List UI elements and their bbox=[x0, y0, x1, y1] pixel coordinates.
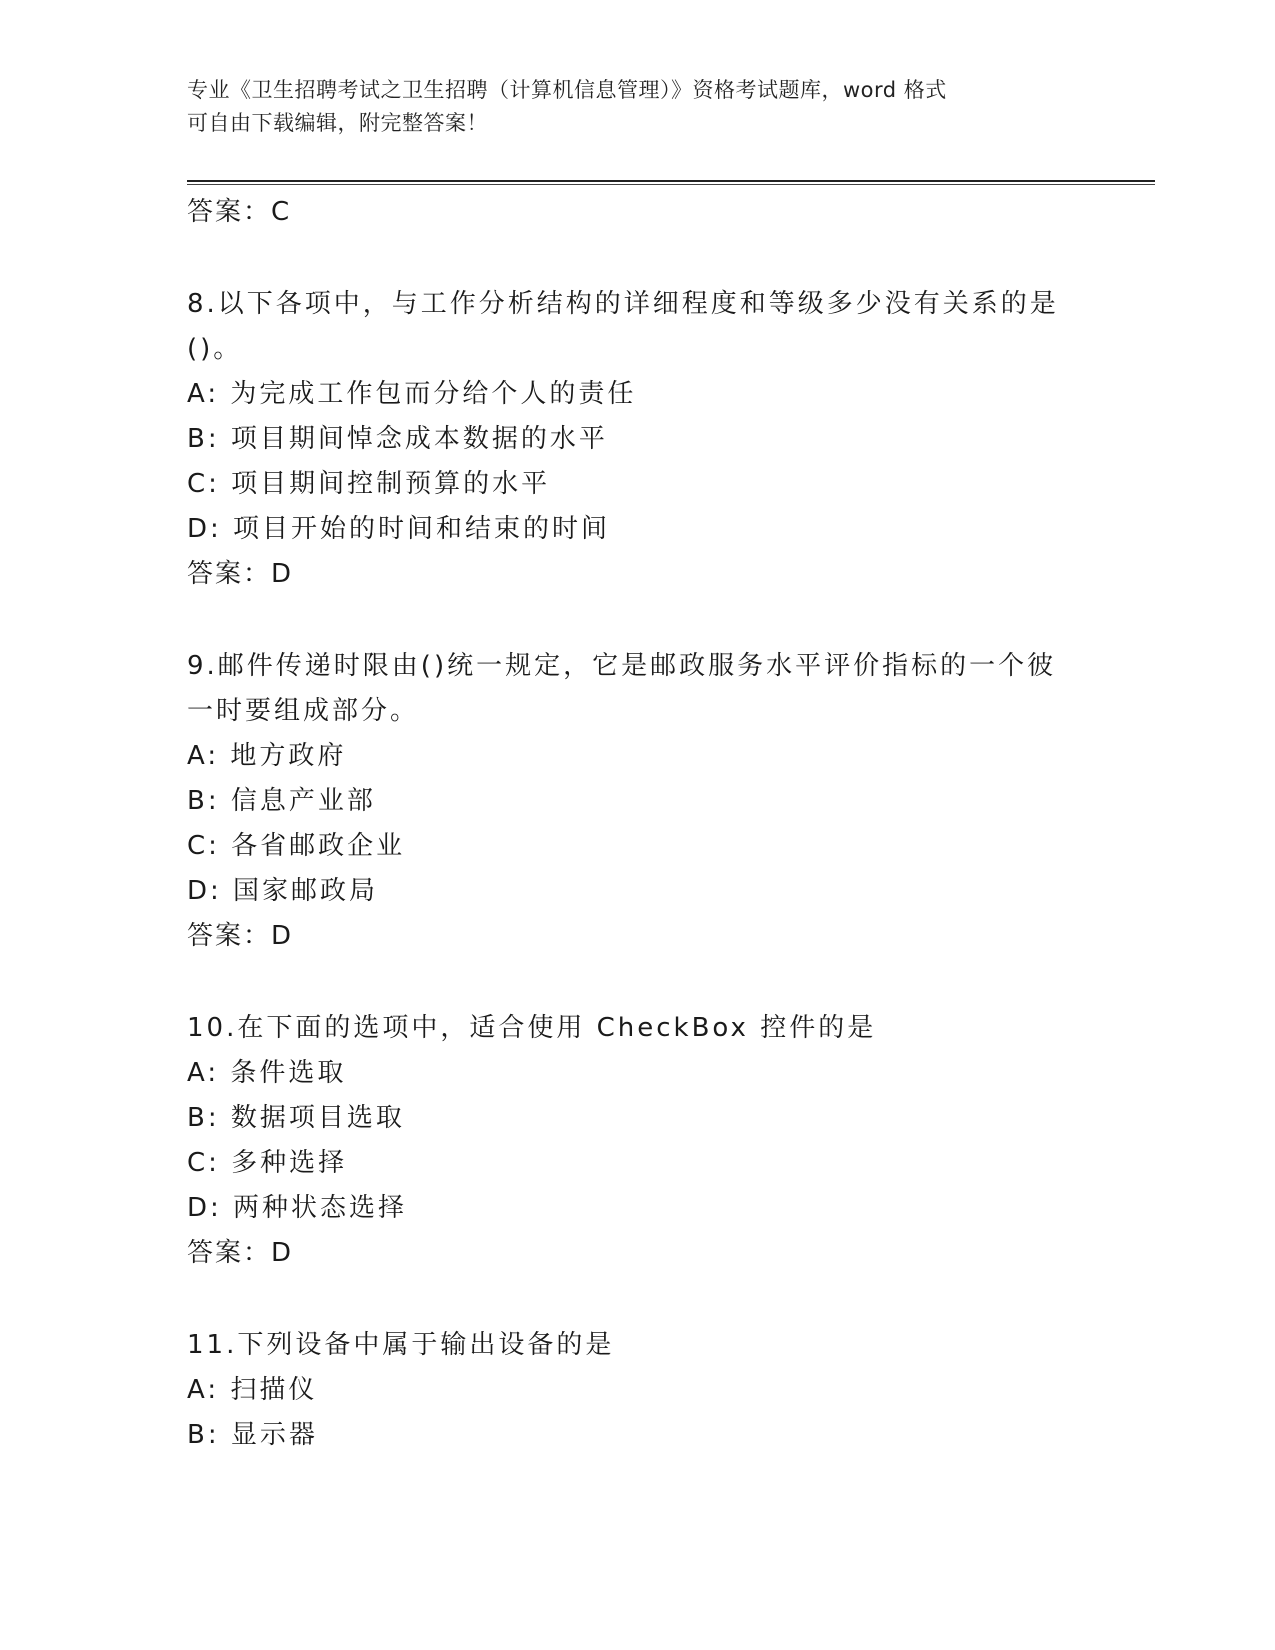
question-text: 9.邮件传递时限由()统一规定，它是邮政服务水平评价指标的一个彼 bbox=[187, 651, 1057, 681]
option-b: B: 信息产业部 bbox=[187, 786, 376, 816]
option-b: B: 显示器 bbox=[187, 1420, 318, 1450]
header-line-2: 可自由下载编辑，附完整答案！ bbox=[187, 111, 488, 135]
option-a: A: 扫描仪 bbox=[187, 1375, 318, 1405]
header-divider bbox=[187, 180, 1155, 182]
option-c: C: 项目期间控制预算的水平 bbox=[187, 469, 551, 499]
option-a: A: 地方政府 bbox=[187, 741, 347, 771]
header-line-1: 专业《卫生招聘考试之卫生招聘（计算机信息管理）》资格考试题库，word 格式 bbox=[187, 78, 947, 102]
header-divider-thin bbox=[187, 184, 1155, 185]
option-b: B: 数据项目选取 bbox=[187, 1103, 405, 1133]
question-10 bbox=[187, 1006, 1067, 1276]
option-d: D: 国家邮政局 bbox=[187, 876, 379, 906]
answer-line: 答案：D bbox=[187, 559, 294, 589]
option-d: D: 两种状态选择 bbox=[187, 1193, 408, 1223]
option-b: B: 项目期间悼念成本数据的水平 bbox=[187, 424, 608, 454]
question-text-cont: ()。 bbox=[187, 334, 243, 364]
document-header bbox=[187, 74, 1087, 140]
question-text-cont: 一时要组成部分。 bbox=[187, 696, 420, 726]
answer-line: 答案：C bbox=[187, 197, 292, 227]
question-text: 11.下列设备中属于输出设备的是 bbox=[187, 1330, 615, 1360]
answer-line: 答案：D bbox=[187, 1238, 294, 1268]
question-text: 10.在下面的选项中，适合使用 CheckBox 控件的是 bbox=[187, 1013, 877, 1043]
answer-line: 答案：D bbox=[187, 921, 294, 951]
option-d: D: 项目开始的时间和结束的时间 bbox=[187, 514, 611, 544]
question-8 bbox=[187, 282, 1067, 597]
question-list bbox=[187, 190, 1067, 1458]
question-11 bbox=[187, 1323, 1067, 1458]
question-text: 8.以下各项中，与工作分析结构的详细程度和等级多少没有关系的是 bbox=[187, 289, 1059, 319]
option-c: C: 各省邮政企业 bbox=[187, 831, 406, 861]
option-a: A: 条件选取 bbox=[187, 1058, 347, 1088]
option-c: C: 多种选择 bbox=[187, 1148, 348, 1178]
option-a: A: 为完成工作包而分给个人的责任 bbox=[187, 379, 637, 409]
question-9 bbox=[187, 644, 1067, 959]
